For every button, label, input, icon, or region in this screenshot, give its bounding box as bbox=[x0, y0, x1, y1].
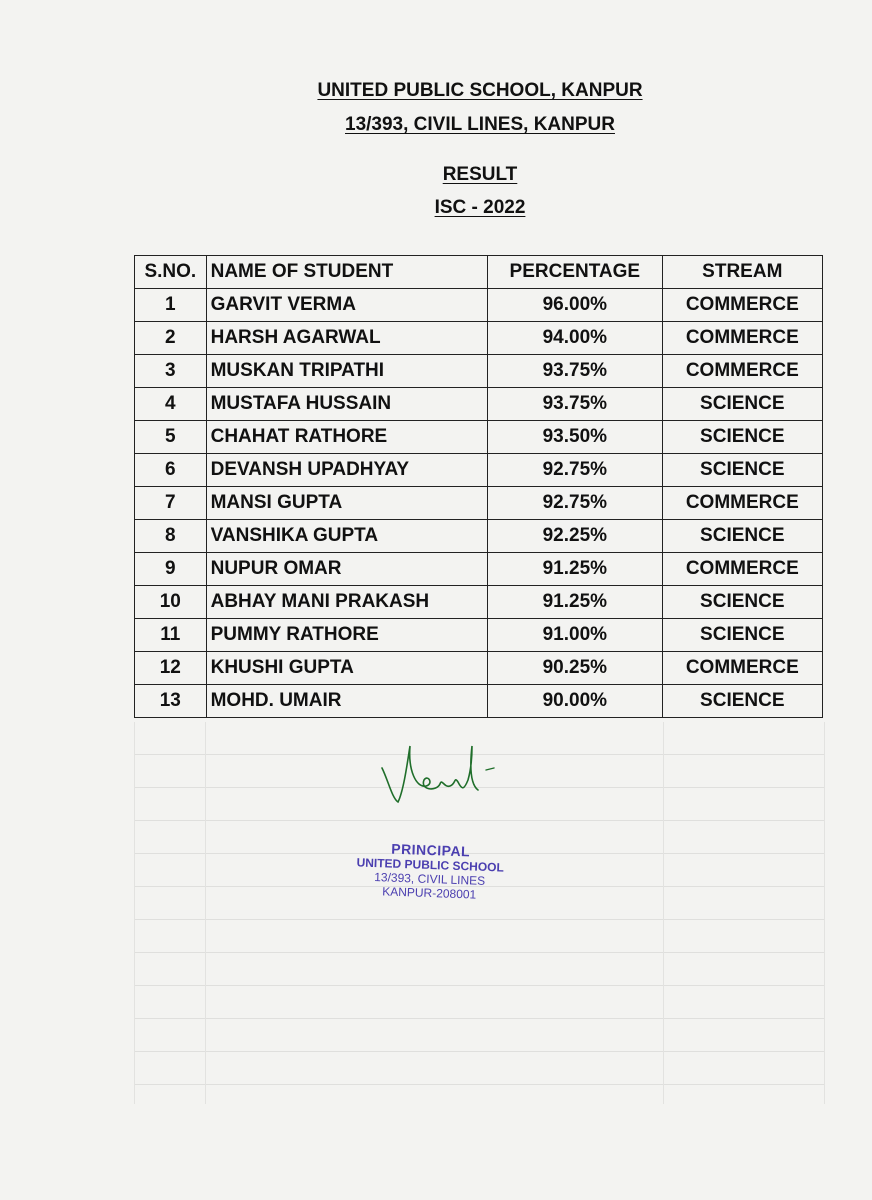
stream-cell: COMMERCE bbox=[662, 322, 822, 355]
stamp-line-address: 13/393, CIVIL LINES bbox=[374, 870, 486, 888]
percentage-cell: 92.75% bbox=[488, 454, 663, 487]
stream-cell: COMMERCE bbox=[662, 553, 822, 586]
sno-cell: 3 bbox=[135, 355, 207, 388]
percentage-cell: 91.00% bbox=[488, 619, 663, 652]
table-row bbox=[135, 355, 823, 388]
percentage-cell: 90.00% bbox=[488, 685, 663, 718]
stream-cell: COMMERCE bbox=[662, 289, 822, 322]
sno-cell: 11 bbox=[135, 619, 207, 652]
percentage-cell: 92.75% bbox=[488, 487, 663, 520]
percentage-cell: 94.00% bbox=[488, 322, 663, 355]
percentage-cell: 93.50% bbox=[488, 421, 663, 454]
percentage-cell: 91.25% bbox=[488, 553, 663, 586]
principal-stamp bbox=[299, 837, 561, 904]
stream-cell: SCIENCE bbox=[662, 586, 822, 619]
sno-cell: 1 bbox=[135, 289, 207, 322]
column-header-name: NAME OF STUDENT bbox=[206, 256, 487, 289]
sno-cell: 12 bbox=[135, 652, 207, 685]
sno-cell: 10 bbox=[135, 586, 207, 619]
stream-cell: COMMERCE bbox=[662, 487, 822, 520]
stamp-line-principal: PRINCIPAL bbox=[391, 840, 471, 860]
stream-cell: SCIENCE bbox=[662, 520, 822, 553]
student-name-cell: PUMMY RATHORE bbox=[206, 619, 487, 652]
stream-cell: SCIENCE bbox=[662, 421, 822, 454]
percentage-cell: 91.25% bbox=[488, 586, 663, 619]
student-name-cell: GARVIT VERMA bbox=[206, 289, 487, 322]
table-row bbox=[135, 388, 823, 421]
student-name-cell: MOHD. UMAIR bbox=[206, 685, 487, 718]
result-table bbox=[134, 255, 823, 718]
student-name-cell: KHUSHI GUPTA bbox=[206, 652, 487, 685]
stream-cell: SCIENCE bbox=[662, 619, 822, 652]
exam-title: ISC - 2022 bbox=[434, 197, 526, 218]
table-row bbox=[135, 421, 823, 454]
document-title: RESULT bbox=[442, 164, 518, 185]
table-row bbox=[135, 685, 823, 718]
student-name-cell: DEVANSH UPADHYAY bbox=[206, 454, 487, 487]
table-row bbox=[135, 289, 823, 322]
table-row bbox=[135, 322, 823, 355]
table-row bbox=[135, 553, 823, 586]
student-name-cell: ABHAY MANI PRAKASH bbox=[206, 586, 487, 619]
result-table-body bbox=[135, 289, 823, 718]
sno-cell: 9 bbox=[135, 553, 207, 586]
table-row bbox=[135, 454, 823, 487]
percentage-cell: 92.25% bbox=[488, 520, 663, 553]
percentage-cell: 96.00% bbox=[488, 289, 663, 322]
stamp-line-school: UNITED PUBLIC SCHOOL bbox=[356, 855, 505, 875]
stream-cell: COMMERCE bbox=[662, 652, 822, 685]
sno-cell: 7 bbox=[135, 487, 207, 520]
sno-cell: 6 bbox=[135, 454, 207, 487]
student-name-cell: CHAHAT RATHORE bbox=[206, 421, 487, 454]
student-name-cell: MUSKAN TRIPATHI bbox=[206, 355, 487, 388]
column-header-percentage: PERCENTAGE bbox=[488, 256, 663, 289]
sno-cell: 8 bbox=[135, 520, 207, 553]
percentage-cell: 90.25% bbox=[488, 652, 663, 685]
table-row bbox=[135, 619, 823, 652]
percentage-cell: 93.75% bbox=[488, 355, 663, 388]
percentage-cell: 93.75% bbox=[488, 388, 663, 421]
table-header-row bbox=[135, 256, 823, 289]
school-address: 13/393, CIVIL LINES, KANPUR bbox=[345, 114, 615, 135]
stream-cell: COMMERCE bbox=[662, 355, 822, 388]
student-name-cell: VANSHIKA GUPTA bbox=[206, 520, 487, 553]
table-row bbox=[135, 586, 823, 619]
table-row bbox=[135, 652, 823, 685]
column-header-sno: S.NO. bbox=[135, 256, 207, 289]
sno-cell: 5 bbox=[135, 421, 207, 454]
principal-signature bbox=[368, 740, 508, 810]
stamp-line-city: KANPUR-208001 bbox=[381, 884, 477, 902]
student-name-cell: MANSI GUPTA bbox=[206, 487, 487, 520]
student-name-cell: HARSH AGARWAL bbox=[206, 322, 487, 355]
sno-cell: 13 bbox=[135, 685, 207, 718]
stream-cell: SCIENCE bbox=[662, 685, 822, 718]
table-row bbox=[135, 487, 823, 520]
sno-cell: 4 bbox=[135, 388, 207, 421]
table-row bbox=[135, 520, 823, 553]
school-name: UNITED PUBLIC SCHOOL, KANPUR bbox=[317, 80, 643, 101]
student-name-cell: MUSTAFA HUSSAIN bbox=[206, 388, 487, 421]
stream-cell: SCIENCE bbox=[662, 454, 822, 487]
column-header-stream: STREAM bbox=[662, 256, 822, 289]
stream-cell: SCIENCE bbox=[662, 388, 822, 421]
student-name-cell: NUPUR OMAR bbox=[206, 553, 487, 586]
sno-cell: 2 bbox=[135, 322, 207, 355]
